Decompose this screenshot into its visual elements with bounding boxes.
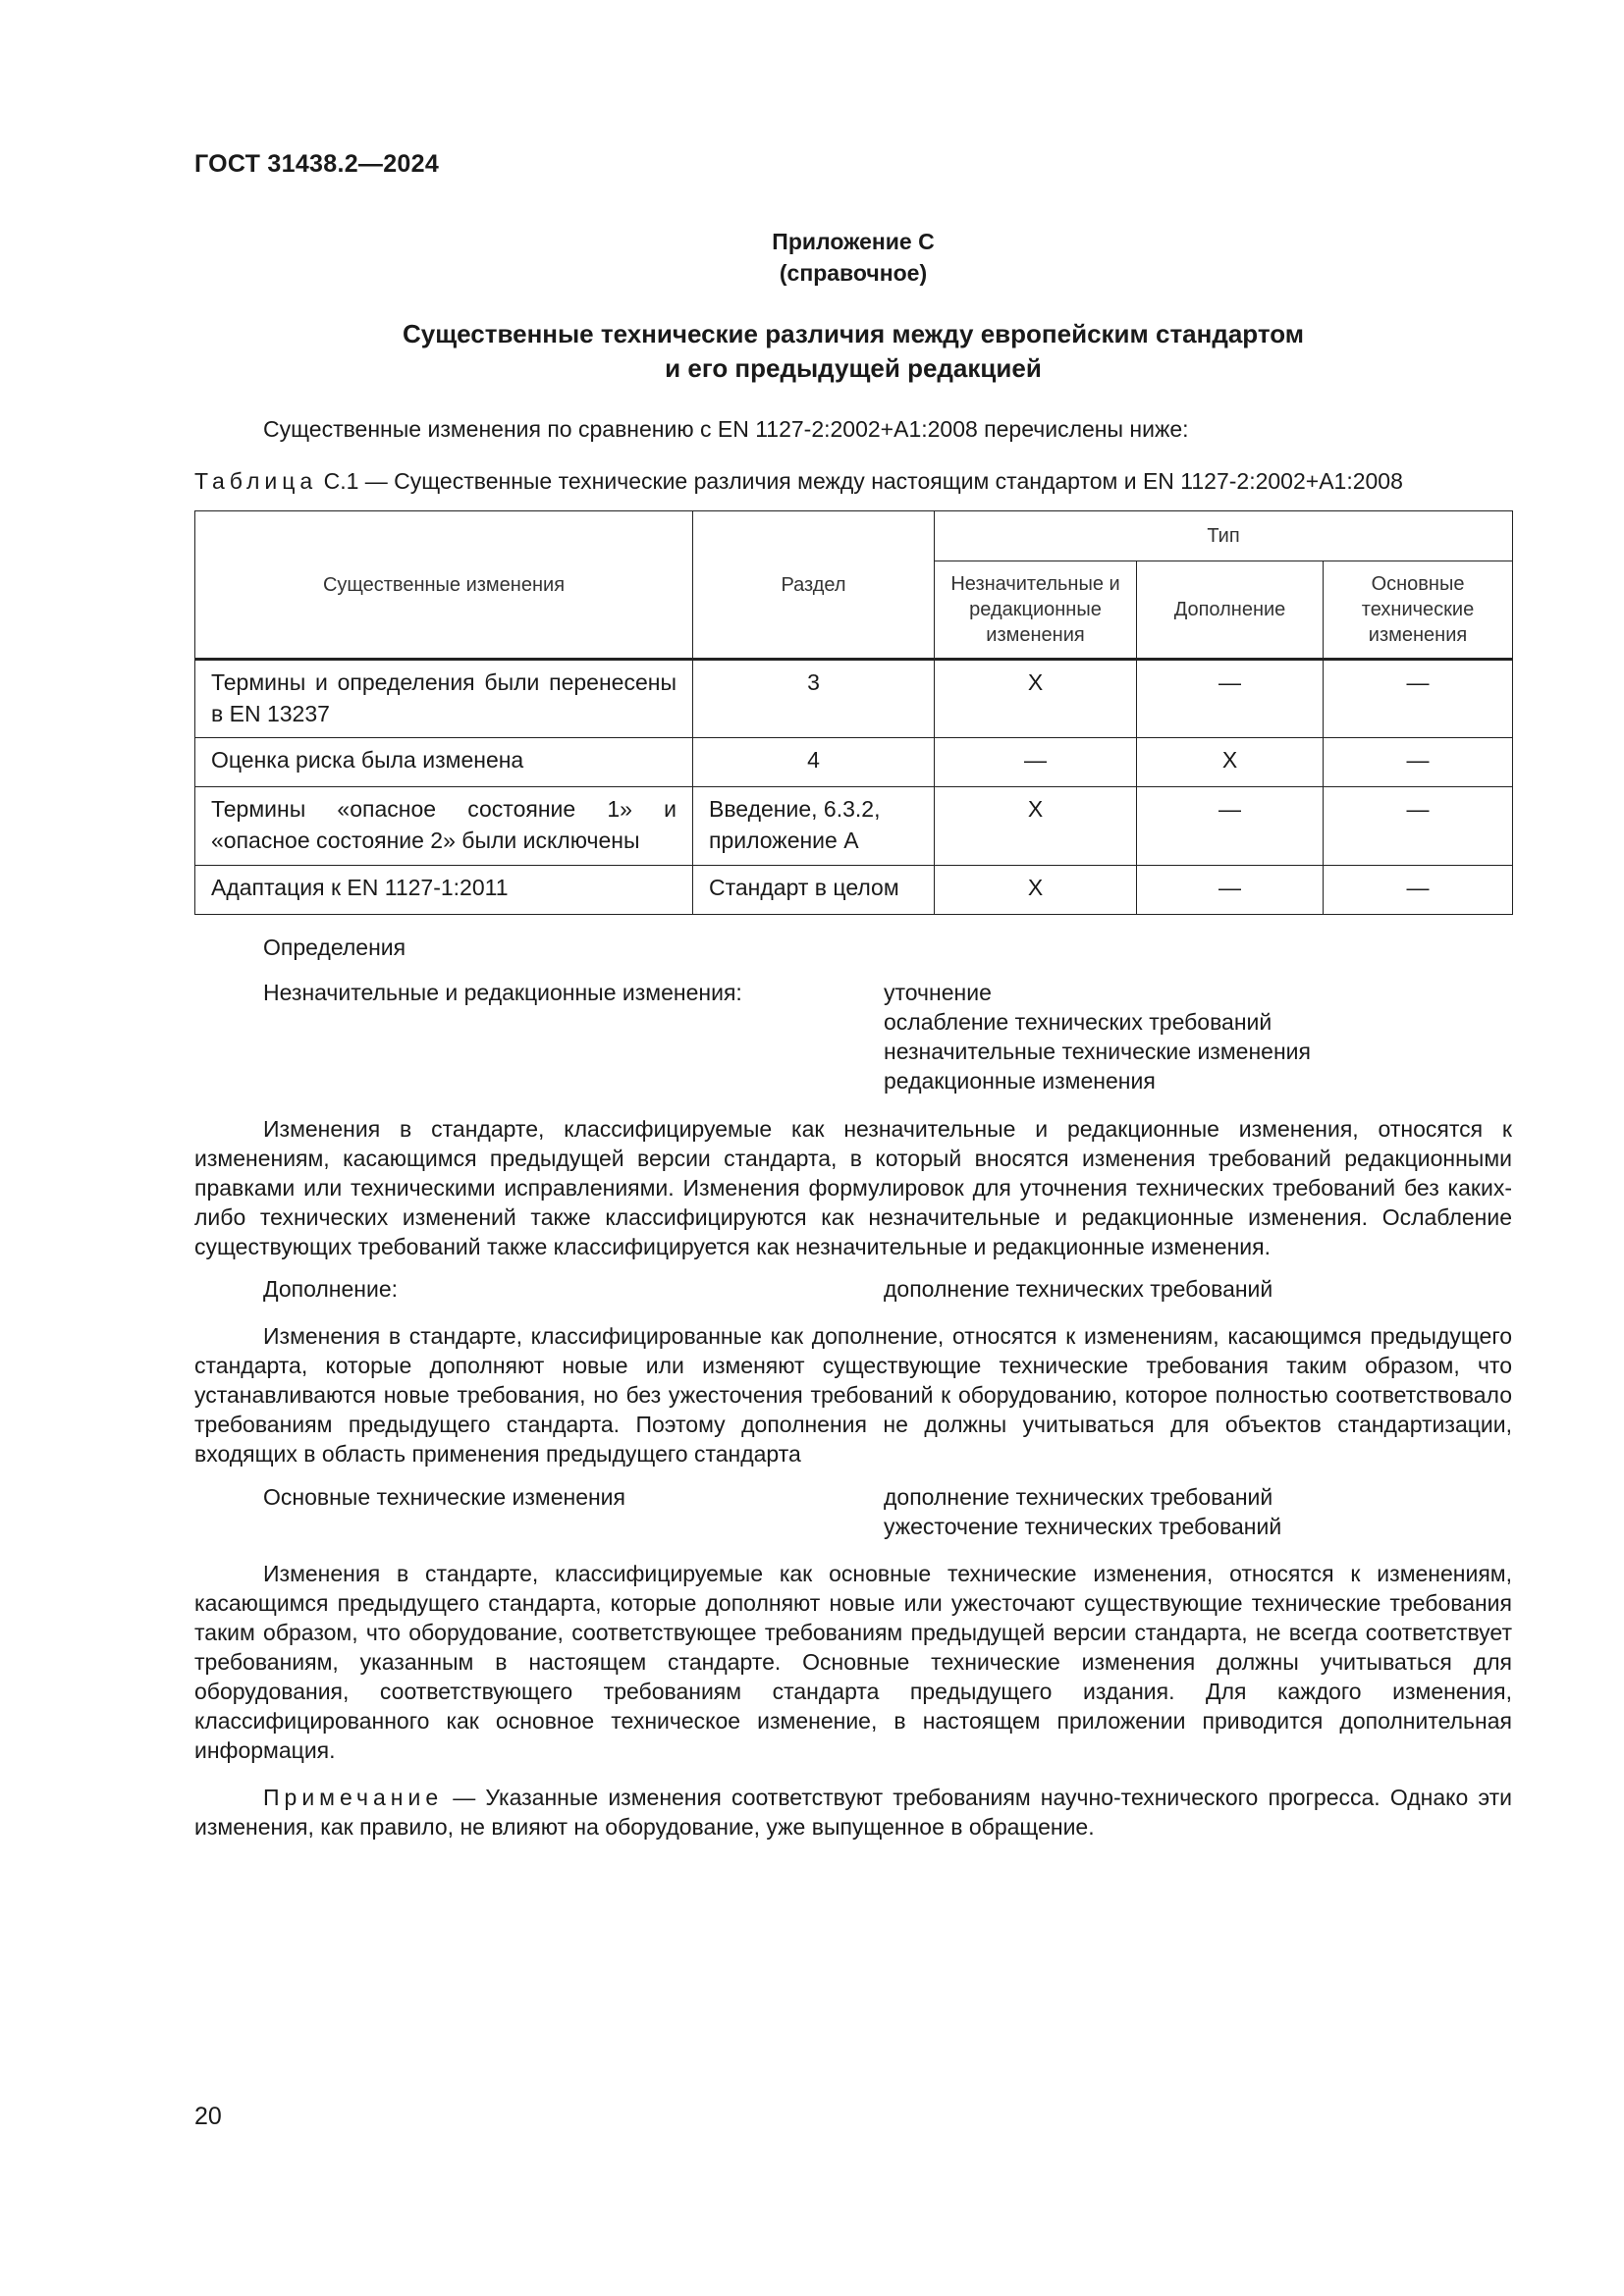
cell-major: — (1324, 787, 1513, 866)
definition-major-values (884, 1482, 1512, 1541)
cell-major: — (1324, 660, 1513, 738)
table-caption (194, 466, 1512, 496)
minor-changes-paragraph: Изменения в стандарте, классифицируемые как незначительные и редакционные изменения, относятся к изменениям, касающимся предыдущей версии стандарта, в который вносятся изменения требований редакционными правками или техническими исправлениями. Изменения формулировок для уточнения технических требований без каких-либо технических изменений также классифицируются как незначительные и редакционные изменения. Ослабление существующих требований также классифицируется как незначительные и редакционные изменения. (194, 1116, 1512, 1259)
cell-minor: Х (935, 660, 1137, 738)
table-row (195, 660, 1513, 738)
cell-section: Введение, 6.3.2, приложение А (693, 787, 935, 866)
definition-minor-value: ослабление технических требований (884, 1009, 1272, 1035)
cell-minor: Х (935, 787, 1137, 866)
header-type: Тип (935, 511, 1513, 561)
header-section: Раздел (693, 511, 935, 660)
appendix-subtitle: (справочное) (779, 260, 928, 286)
cell-addition: — (1137, 787, 1324, 866)
table-row (195, 787, 1513, 866)
cell-minor: Х (935, 866, 1137, 915)
cell-section: Стандарт в целом (693, 866, 935, 915)
definition-minor-value: редакционные изменения (884, 1068, 1156, 1094)
definition-minor (263, 978, 1512, 1095)
definition-major-term: Основные технические изменения (263, 1484, 625, 1510)
cell-change: Адаптация к EN 1127-1:2011 (195, 866, 693, 915)
table-caption-text: С.1 — Существенные технические различия между настоящим стандартом и EN 1127-2:2002+А1:2008 (317, 468, 1403, 494)
cell-addition: Х (1137, 738, 1324, 787)
major-changes-paragraph: Изменения в стандарте, классифицируемые как основные технические изменения, относятся к изменениям, касающимся предыдущего стандарта, которые дополняют новые или ужесточают существующие технические требования таким образом, что оборудование, соответствующее требованиям предыдущей версии стандарта, не всегда соответствует требованиям, указанным в настоящем стандарте. Основные технические изменения должны учитываться для оборудования, соответствующего требованиям стандарта предыдущего издания. Для каждого изменения, классифицированного как основное техническое изменение, в настоящем приложении приводится дополнительная информация. (194, 1561, 1512, 1763)
intro-paragraph: Существенные изменения по сравнению с EN 1127-2:2002+А1:2008 перечислены ниже: (263, 416, 1189, 442)
definition-major-value: дополнение технических требований (884, 1484, 1273, 1510)
note-text: — Указанные изменения соответствуют требованиям научно-технического прогресса. Однако эти изменения, как правило, не влияют на оборудование, уже выпущенное в обращение. (194, 1785, 1512, 1840)
definition-minor-value: уточнение (884, 980, 992, 1005)
page-number: 20 (194, 2103, 222, 2130)
appendix-title: Приложение С (772, 229, 935, 254)
addition-paragraph: Изменения в стандарте, классифицированные как дополнение, относятся к изменениям, касающимся предыдущего стандарта, которые дополняют новые или изменяют существующие технические требования таким образом, что устанавливаются новые требования, но без ужесточения требований к оборудованию, которое полностью соответствовало требованиям предыдущего стандарта. Поэтому дополнения не должны учитываться для объектов стандартизации, входящих в область применения предыдущего стандарта (194, 1323, 1512, 1467)
section-title-line1: Существенные технические различия между европейским стандартом (402, 319, 1305, 348)
section-title (194, 317, 1512, 386)
header-changes: Существенные изменения (195, 511, 693, 660)
cell-section: 4 (693, 738, 935, 787)
header-major: Основные технические изменения (1324, 561, 1513, 660)
cell-major: — (1324, 866, 1513, 915)
cell-major: — (1324, 738, 1513, 787)
note-label: Примечание (263, 1785, 444, 1810)
appendix-heading (194, 226, 1512, 289)
cell-minor: — (935, 738, 1137, 787)
cell-change: Термины и определения были перенесены в EN 13237 (195, 660, 693, 738)
cell-addition: — (1137, 660, 1324, 738)
definition-minor-values (884, 978, 1512, 1095)
note-paragraph (194, 1783, 1512, 1842)
cell-addition: — (1137, 866, 1324, 915)
definition-addition-values (884, 1274, 1512, 1304)
definition-minor-value: незначительные технические изменения (884, 1039, 1311, 1064)
header-minor: Незначительные и редакционные изменения (935, 561, 1137, 660)
definition-addition (263, 1274, 1512, 1304)
definition-addition-term: Дополнение: (263, 1276, 399, 1302)
document-header: ГОСТ 31438.2—2024 (194, 150, 440, 178)
section-title-line2: и его предыдущей редакцией (665, 353, 1042, 383)
cell-section: 3 (693, 660, 935, 738)
definition-addition-value: дополнение технических требований (884, 1276, 1273, 1302)
table-row (195, 738, 1513, 787)
header-addition: Дополнение (1137, 561, 1324, 660)
cell-change: Термины «опасное состояние 1» и «опасное состояние 2» были исключены (195, 787, 693, 866)
cell-change: Оценка риска была изменена (195, 738, 693, 787)
definition-minor-term: Незначительные и редакционные изменения: (263, 980, 742, 1005)
definition-major-value: ужесточение технических требований (884, 1514, 1282, 1539)
definition-major (263, 1482, 1512, 1541)
definitions-title: Определения (263, 934, 406, 960)
table-row (195, 866, 1513, 915)
table-caption-label: Таблица (194, 468, 318, 494)
differences-table (194, 510, 1513, 915)
